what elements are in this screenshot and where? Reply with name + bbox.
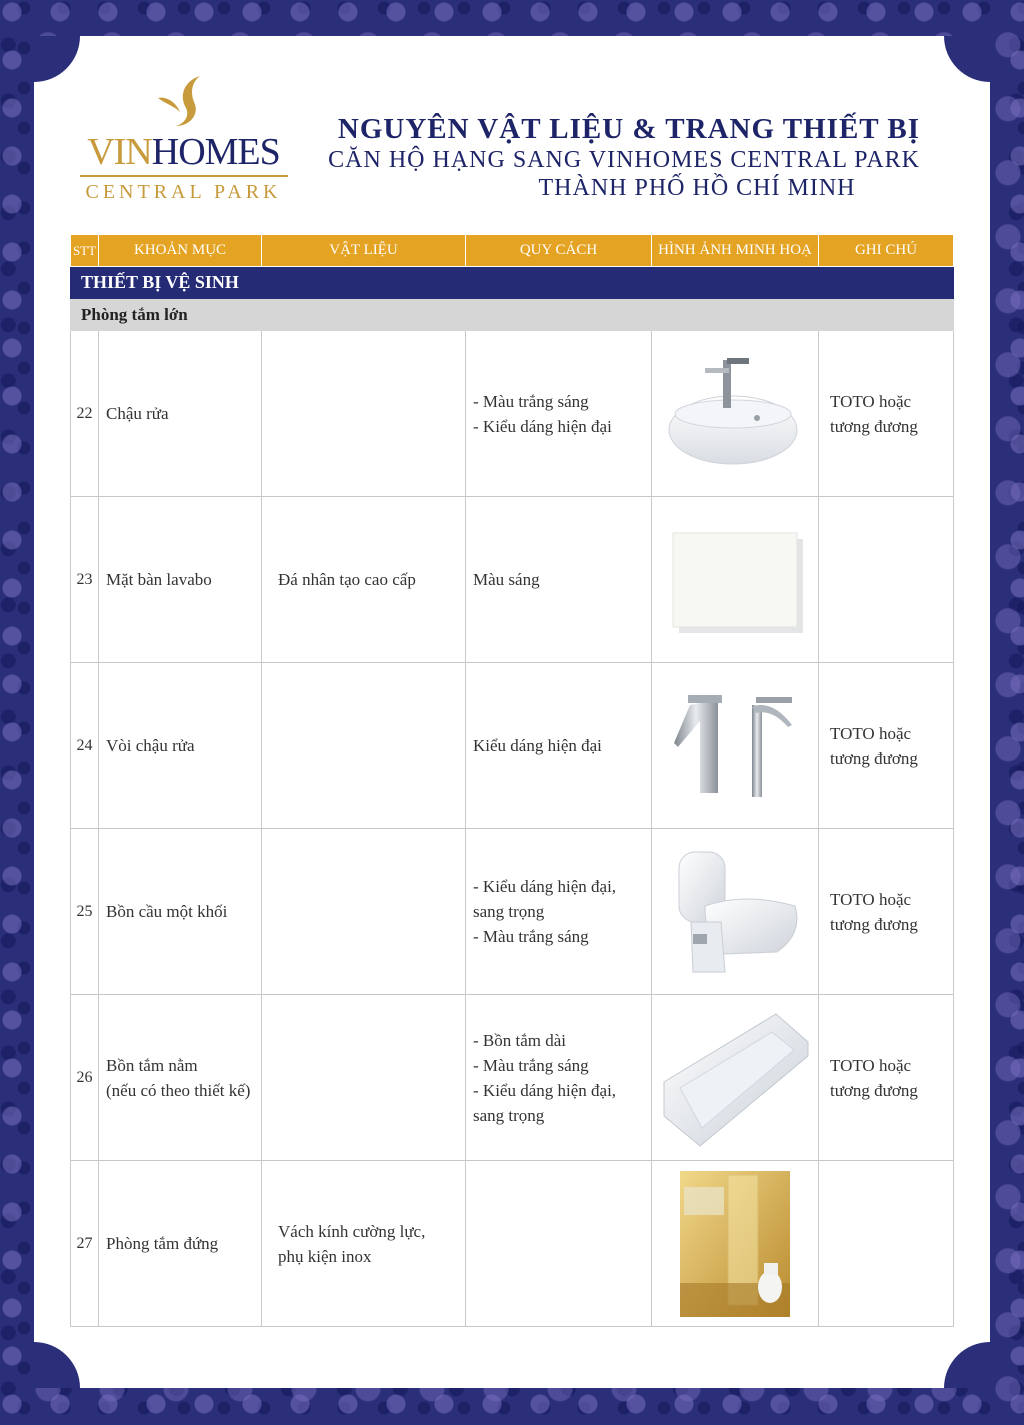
row-number: 27 [71, 1161, 99, 1327]
row-material [262, 829, 466, 995]
row-item [99, 331, 262, 497]
bird-emblem-icon [156, 72, 212, 130]
page-header [324, 112, 920, 202]
spec-line: sang trọng [473, 1105, 545, 1125]
row-image [652, 995, 819, 1161]
section-row [71, 267, 954, 299]
corner-ornament [944, 1342, 990, 1388]
row-number: 25 [71, 829, 99, 995]
note-line: TOTO hoặc [830, 723, 912, 743]
table-row [71, 331, 954, 497]
row-note [819, 995, 954, 1161]
table-row [71, 995, 954, 1161]
item-line: Bồn cầu một khối [106, 902, 228, 921]
material-line: Vách kính cường lực, [278, 1221, 426, 1241]
corner-ornament [944, 36, 990, 82]
col-header-spec: QUY CÁCH [466, 235, 652, 267]
row-material [262, 497, 466, 663]
spec-line: Kiểu dáng hiện đại [473, 736, 602, 755]
materials-table [70, 234, 954, 1327]
spec-line: - Kiểu dáng hiện đại, [473, 877, 617, 896]
note-line: TOTO hoặc [830, 1055, 912, 1075]
row-item [99, 663, 262, 829]
col-header-material: VẬT LIỆU [262, 235, 466, 267]
row-item [99, 1161, 262, 1327]
row-note [819, 497, 954, 663]
row-spec [466, 829, 652, 995]
row-image [652, 829, 819, 995]
spec-line: sang trọng [473, 902, 545, 921]
spec-line: - Màu trắng sáng [473, 1055, 589, 1075]
row-number: 22 [71, 331, 99, 497]
row-image [652, 663, 819, 829]
row-spec [466, 497, 652, 663]
subsection-row [71, 299, 954, 331]
row-note [819, 663, 954, 829]
note-line: TOTO hoặc [830, 889, 912, 909]
table-row [71, 1161, 954, 1327]
stone-slab-image [665, 525, 805, 635]
corner-ornament [34, 1342, 80, 1388]
toilet-image [665, 842, 805, 982]
bathtub-image [660, 1008, 810, 1148]
logo-subtitle: CENTRAL PARK [85, 181, 282, 203]
item-line: Chậu rửa [106, 404, 169, 423]
row-item [99, 995, 262, 1161]
page-title: NGUYÊN VẬT LIỆU & TRANG THIẾT BỊ [337, 113, 920, 145]
row-material [262, 663, 466, 829]
row-material [262, 331, 466, 497]
row-image [652, 497, 819, 663]
row-material [262, 995, 466, 1161]
page-subtitle: CĂN HỘ HẠNG SANG VINHOMES CENTRAL PARK [328, 147, 920, 173]
col-header-note: GHI CHÚ [819, 235, 954, 267]
row-material [262, 1161, 466, 1327]
logo-homes: HOMES [151, 131, 280, 173]
row-spec [466, 331, 652, 497]
note-line: tương đương [830, 416, 918, 436]
table-header-row [71, 235, 954, 267]
spec-line: - Bồn tắm dài [473, 1030, 567, 1050]
material-line: Đá nhân tạo cao cấp [278, 570, 416, 589]
item-line: Vòi chậu rửa [106, 736, 195, 755]
page-subtitle-city: THÀNH PHỐ HỒ CHÍ MINH [538, 175, 856, 201]
washbasin-image [665, 354, 805, 474]
item-line: Phòng tắm đứng [106, 1234, 219, 1253]
spec-line: - Kiểu dáng hiện đại, [473, 1080, 617, 1100]
note-line: tương đương [830, 1080, 918, 1100]
logo-vin: VIN [87, 131, 152, 173]
col-header-stt: STT [71, 235, 99, 267]
row-image [652, 1161, 819, 1327]
section-title: THIẾT BỊ VỆ SINH [71, 267, 954, 299]
faucet-image [660, 681, 810, 811]
item-line: Mặt bàn lavabo [106, 570, 212, 589]
table-row [71, 829, 954, 995]
row-item [99, 829, 262, 995]
row-number: 23 [71, 497, 99, 663]
spec-line: - Màu trắng sáng [473, 391, 589, 411]
row-spec [466, 1161, 652, 1327]
row-note [819, 829, 954, 995]
table-row [71, 663, 954, 829]
row-spec [466, 663, 652, 829]
table-row [71, 497, 954, 663]
row-note [819, 1161, 954, 1327]
row-item [99, 497, 262, 663]
spec-line: - Màu trắng sáng [473, 927, 589, 946]
row-spec [466, 995, 652, 1161]
col-header-image: HÌNH ẢNH MINH HOẠ [652, 235, 819, 267]
shower-room-image [680, 1171, 790, 1317]
item-line: (nếu có theo thiết kế) [106, 1080, 251, 1100]
logo-wordmark [76, 132, 291, 172]
note-line: TOTO hoặc [830, 391, 912, 411]
item-line: Bồn tắm nằm [106, 1055, 198, 1075]
spec-line: Màu sáng [473, 570, 540, 589]
note-line: tương đương [830, 748, 918, 768]
subsection-title: Phòng tắm lớn [71, 299, 954, 331]
logo-divider [80, 175, 288, 177]
row-image [652, 331, 819, 497]
material-line: phụ kiện inox [278, 1246, 372, 1266]
row-number: 26 [71, 995, 99, 1161]
vinhomes-logo [76, 72, 291, 202]
spec-line: - Kiểu dáng hiện đại [473, 416, 612, 436]
note-line: tương đương [830, 914, 918, 934]
document-sheet [34, 36, 990, 1388]
corner-ornament [34, 36, 80, 82]
col-header-item: KHOẢN MỤC [99, 235, 262, 267]
row-number: 24 [71, 663, 99, 829]
row-note [819, 331, 954, 497]
